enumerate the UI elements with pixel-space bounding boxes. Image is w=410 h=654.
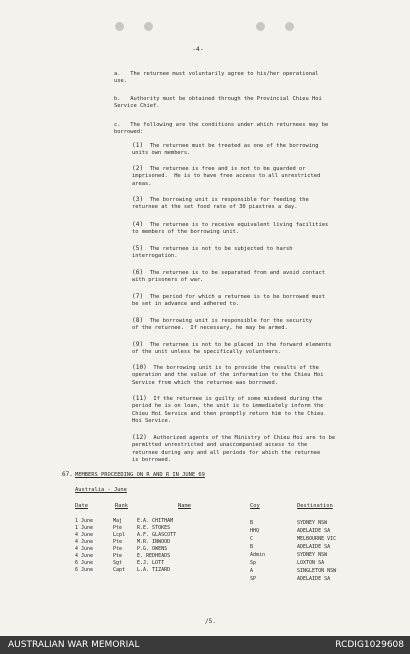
- cell-date: 1 June: [75, 525, 94, 531]
- condition-text: The borrowing unit is to provide the results of the operation and the value of the information to the Chieu Hoi Service from which the returnee was borrowed.: [132, 365, 324, 386]
- cell-coy: B: [250, 544, 254, 550]
- condition-number: (4): [132, 221, 144, 228]
- col-header-rank: Rank: [115, 503, 128, 509]
- cell-rank: Pte: [113, 525, 123, 531]
- cell-rank: Pte: [113, 539, 123, 545]
- cell-rank: Pte: [113, 546, 123, 552]
- punch-hole: [115, 22, 124, 31]
- cell-date: 4 June: [75, 532, 94, 538]
- condition-number: (12): [132, 434, 147, 441]
- condition-text: The returnee is to receive equivalent living facilities to members of the borrowing unit.: [132, 222, 329, 236]
- punch-hole: [285, 22, 294, 31]
- condition-text: The returnee is not to be subjected to harsh interrogation.: [132, 246, 293, 260]
- condition-item: [132, 341, 372, 357]
- cell-date: 1 June: [75, 518, 94, 524]
- col-header-coy: Coy: [250, 503, 260, 509]
- cell-date: 6 June: [75, 567, 94, 573]
- cell-name: M.R. INWOOD: [137, 539, 171, 545]
- cell-coy: Sp: [250, 560, 257, 566]
- col-header-destination: Destination: [297, 503, 333, 509]
- condition-number: (7): [132, 293, 144, 300]
- condition-number: (6): [132, 269, 144, 276]
- condition-number: (11): [132, 395, 147, 402]
- cell-destination: ADELAIDE SA: [297, 544, 331, 550]
- paragraph-a: a. The returnee must voluntarily agree to his/her operational use.: [114, 71, 319, 85]
- section-heading: MEMBERS PROCEEDING ON R AND R IN JUNE 69: [75, 472, 205, 478]
- col-header-date: Date: [75, 503, 88, 509]
- condition-text: If the returnee is guilty of some misdeed during the period he is on loan, the unit is to immediately inform the Chieu Hoi Service and then promptly return him to the Chieu Hoi Service.: [132, 396, 324, 425]
- cell-destination: LOXTON SA: [297, 560, 325, 566]
- condition-item: [132, 364, 372, 387]
- condition-number: (3): [132, 196, 144, 203]
- cell-date: 6 June: [75, 560, 94, 566]
- archive-footer-bar: [0, 636, 410, 654]
- cell-name: R.E. STOKES: [137, 525, 171, 531]
- cell-rank: Sgt: [113, 560, 123, 566]
- condition-text: The period for which a returnee is to be borrowed must be set in advance and adhered to.: [132, 294, 325, 308]
- cell-destination: SYDNEY NSW: [297, 520, 328, 526]
- condition-text: The returnee is to be separated from and avoid contact with prisoners of war.: [132, 270, 325, 284]
- cell-date: 4 June: [75, 553, 94, 559]
- condition-number: (10): [132, 364, 147, 371]
- record-id: RCDIG1029608: [335, 640, 404, 650]
- punch-hole: [256, 22, 265, 31]
- cell-name: P.G. OWENS: [137, 546, 168, 552]
- cell-rank: Capt: [113, 567, 126, 573]
- punch-hole: [144, 22, 153, 31]
- condition-text: The borrowing unit is responsible for feeding the returnee at the set food rate of 30 piastres a day.: [132, 197, 309, 211]
- archive-name: AUSTRALIAN WAR MEMORIAL: [8, 640, 140, 650]
- cell-destination: ADELAIDE SA: [297, 576, 331, 582]
- cell-date: 4 June: [75, 546, 94, 552]
- condition-number: (8): [132, 317, 144, 324]
- cell-date: 4 June: [75, 539, 94, 545]
- cell-coy: HHQ: [250, 528, 260, 534]
- condition-number: (9): [132, 341, 144, 348]
- condition-number: (2): [132, 165, 144, 172]
- page-number: -4-: [192, 45, 204, 53]
- cell-name: A.F. GLASCOTT: [137, 532, 177, 538]
- cell-coy: Admin: [250, 552, 266, 558]
- condition-text: Authorized agents of the Ministry of Chieu Hoi are to be permitted unrestricted and unaccompanied access to the returnee during any and all periods for which the returnee is borrowed.: [132, 435, 336, 464]
- condition-item: [132, 317, 372, 333]
- cell-name: E.A. CHITHAM: [137, 518, 174, 524]
- condition-number: (5): [132, 245, 144, 252]
- condition-text: The borrowing unit is responsible for the security of the returnee. If necessary, he may be armed.: [132, 318, 312, 332]
- cell-name: L.A. TIZARD: [137, 567, 171, 573]
- condition-item: [132, 269, 372, 285]
- cell-coy: B: [250, 520, 254, 526]
- cell-coy: C: [250, 536, 254, 542]
- cell-name: E. REDHEADS: [137, 553, 171, 559]
- condition-text: The returnee is not to be placed in the forward elements of the unit unless he specifically volunteers.: [132, 342, 332, 356]
- condition-item: [132, 434, 372, 465]
- cell-rank: Pte: [113, 553, 123, 559]
- section-number: 67.: [62, 471, 73, 478]
- cell-destination: ADELAIDE SA: [297, 528, 331, 534]
- cell-coy: SP: [250, 576, 257, 582]
- continuation-mark: /5.: [205, 618, 216, 625]
- cell-destination: MELBOURNE VIC: [297, 536, 337, 542]
- cell-rank: Maj: [113, 518, 123, 524]
- cell-destination: SYDNEY NSW: [297, 552, 328, 558]
- condition-item: [132, 245, 372, 261]
- cell-coy: A: [250, 568, 254, 574]
- condition-item: [132, 196, 372, 212]
- cell-destination: SINGLETON NSW: [297, 568, 337, 574]
- col-header-name: Name: [178, 503, 191, 509]
- condition-item: [132, 142, 372, 158]
- condition-number: (1): [132, 142, 144, 149]
- condition-text: The returnee must be treated as one of the borrowing units own members.: [132, 143, 319, 157]
- condition-item: [132, 221, 372, 237]
- country-subheading: Australia - June: [75, 487, 127, 493]
- condition-item: [132, 293, 372, 309]
- condition-item: [132, 395, 372, 426]
- condition-item: [132, 165, 372, 188]
- cell-rank: Lcpl: [113, 532, 126, 538]
- paragraph-b: b. Authority must be obtained through the Provincial Chieu Hoi Service Chief.: [114, 96, 322, 110]
- cell-name: E.J. LOTT: [137, 560, 165, 566]
- paragraph-c: c. The following are the conditions under which returnees may be borrowed:: [114, 122, 329, 136]
- condition-text: The returnee is free and is not to be guarded or imprisoned. He is to have free access to all unrestricted areas.: [132, 166, 321, 187]
